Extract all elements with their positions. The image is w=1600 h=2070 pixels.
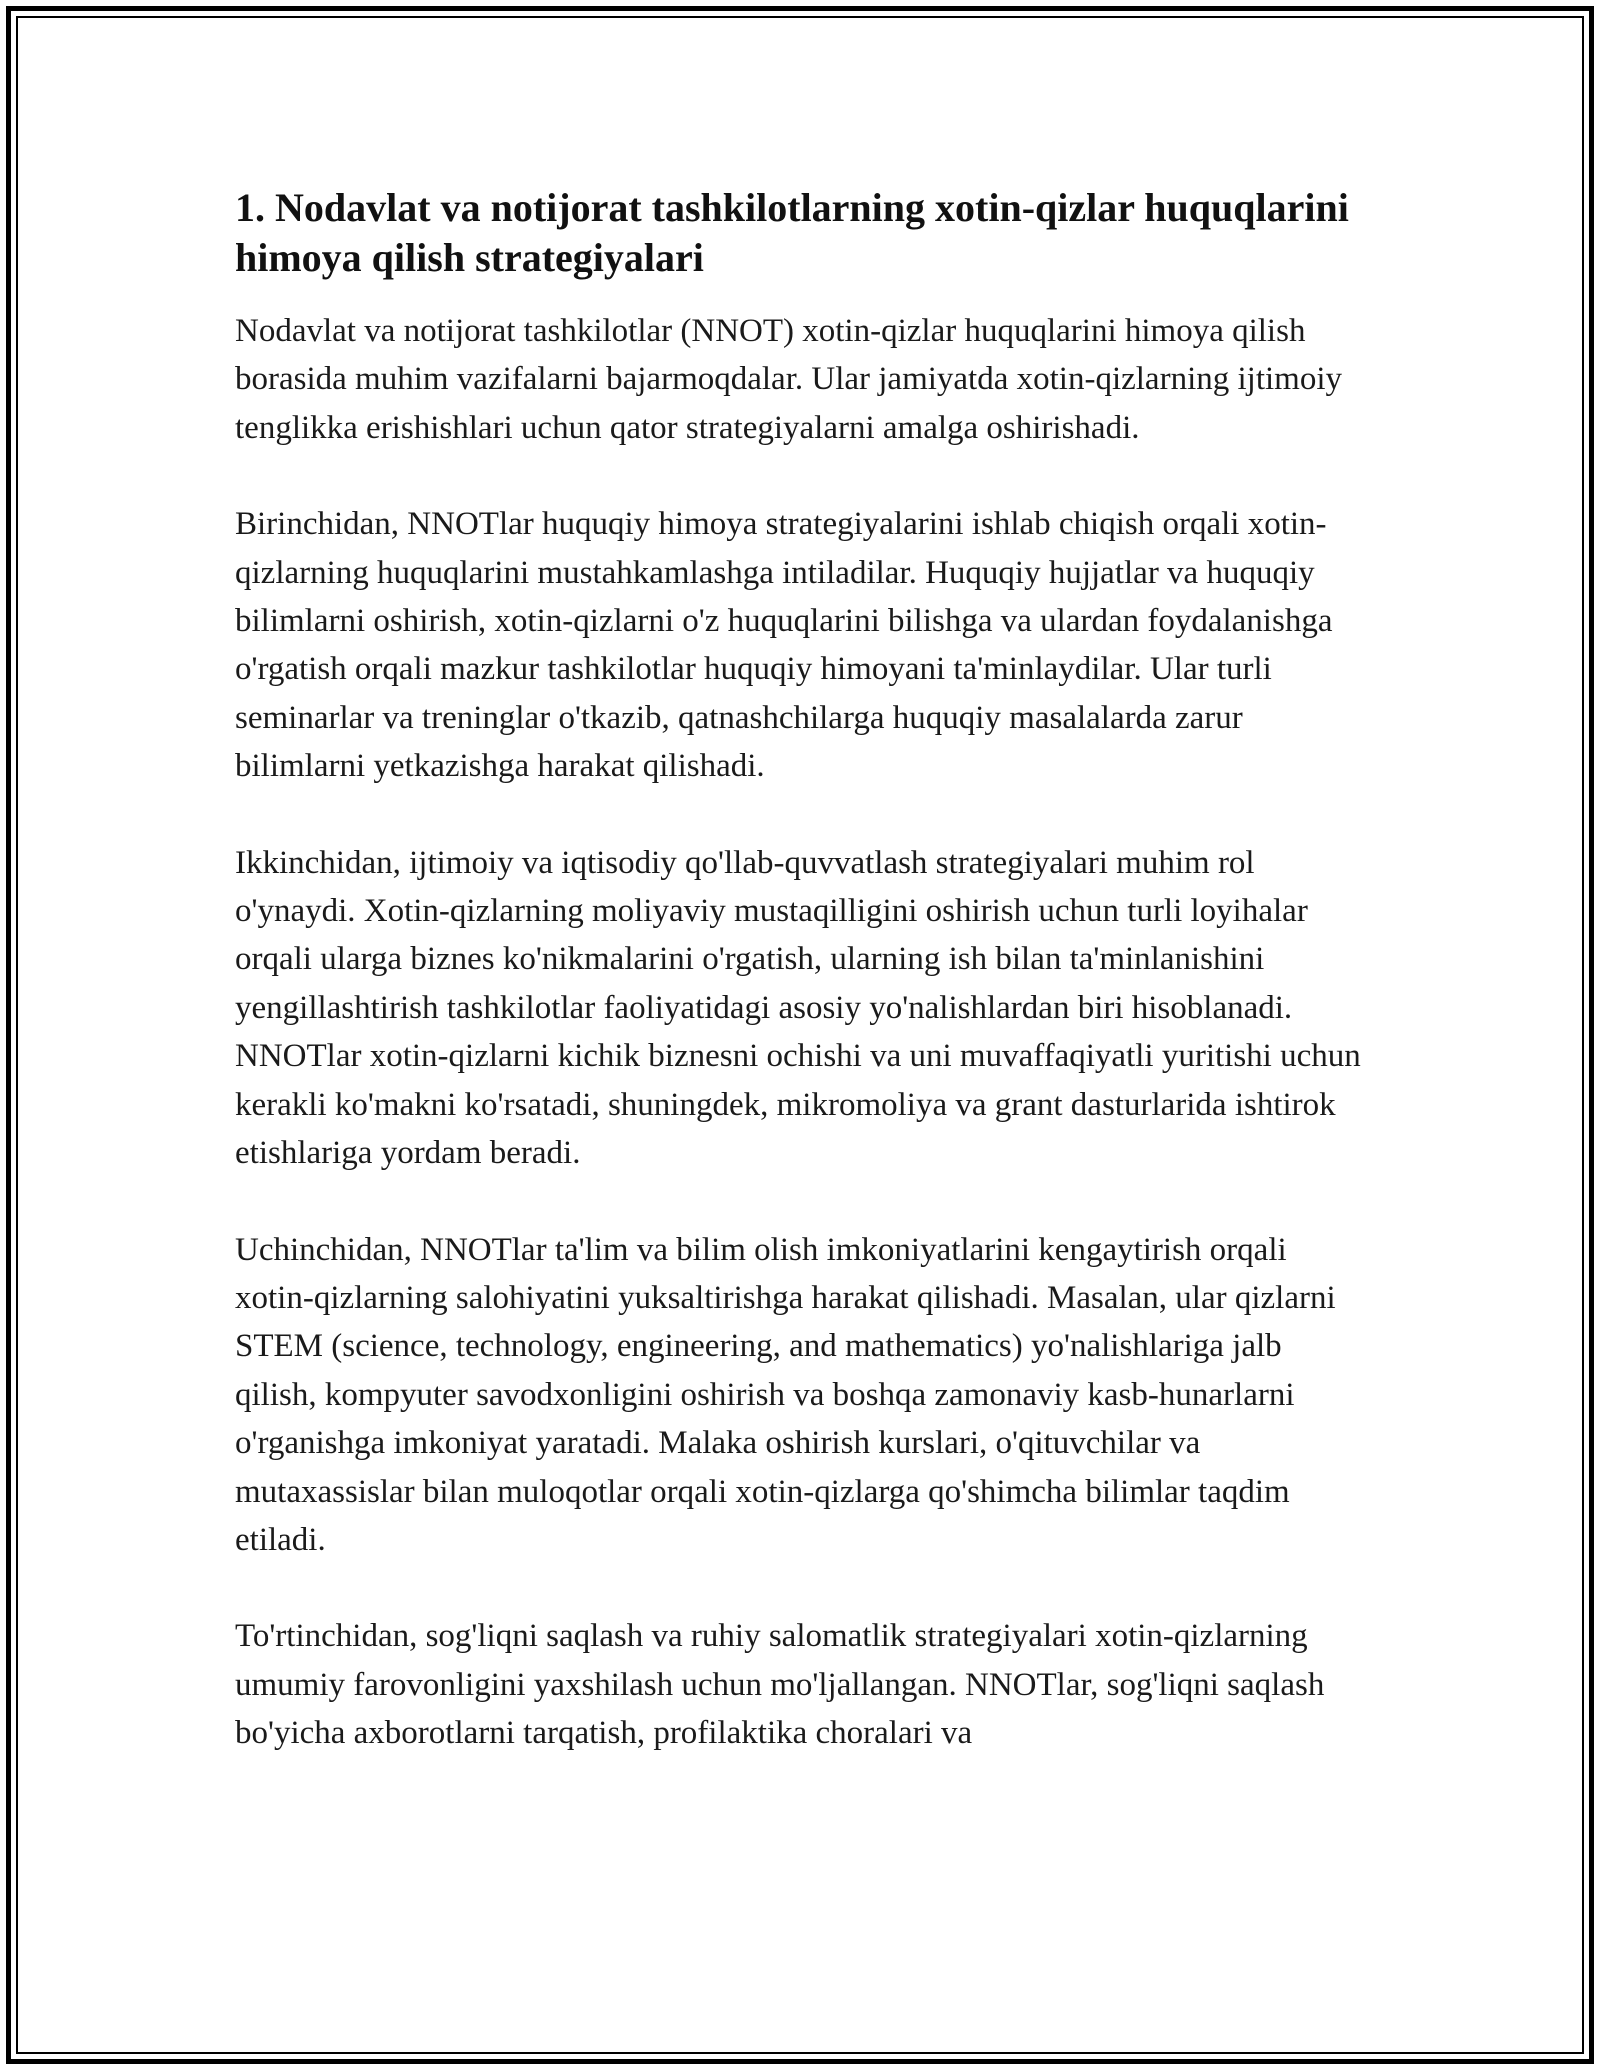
paragraph-second: Ikkinchidan, ijtimoiy va iqtisodiy qo'llab-quvvatlash strategiyalari muhim rol o'ynaydi. Xotin-qizlarning moliyaviy mustaqilligini oshirish uchun turli loyihalar orqali ularga biznes ko'nikmalarini o'rgatish, ularning ish bilan ta'minlanishini yengillashtirish tashkilotlar faoliyatidagi asosiy yo'nalishlardan biri hisoblanadi. NNOTlar xotin-qizlarni kichik biznesni ochishi va uni muvaffaqiyatli yuritishi uchun kerakli ko'makni ko'rsatadi, shuningdek, mikromoliya va grant dasturlarida ishtirok etishlariga yordam beradi. bbox=[235, 844, 1361, 1172]
document-body bbox=[235, 183, 1370, 1806]
section-heading: 1. Nodavlat va notijorat tashkilotlarning xotin-qizlar huquqlarini himoya qilish strategiyalari bbox=[235, 185, 1349, 280]
paragraph-intro: Nodavlat va notijorat tashkilotlar (NNOT) xotin-qizlar huquqlarini himoya qilish borasida muhim vazifalarni bajarmoqdalar. Ular jamiyatda xotin-qizlarning ijtimoiy tenglikka erishishlari uchun qator strategiyalarni amalga oshirishadi. bbox=[235, 313, 1342, 446]
paragraph-third: Uchinchidan, NNOTlar ta'lim va bilim olish imkoniyatlarini kengaytirish orqali xotin-qizlarning salohiyatini yuksaltirishga harakat qilishadi. Masalan, ular qizlarni STEM (science, technology, engineering, and mathematics) yo'nalishlariga jalb qilish, kompyuter savodxonligini oshirish va boshqa zamonaviy kasb-hunarlarni o'rganishga imkoniyat yaratadi. Malaka oshirish kurslari, o'qituvchilar va mutaxassislar bilan muloqotlar orqali xotin-qizlarga qo'shimcha bilimlar taqdim etiladi. bbox=[235, 1231, 1336, 1558]
paragraph-fourth: To'rtinchidan, sog'liqni saqlash va ruhiy salomatlik strategiyalari xotin-qizlarning umumiy farovonligini yaxshilash uchun mo'ljallangan. NNOTlar, sog'liqni saqlash bo'yicha axborotlarni tarqatish, profilaktika choralari va bbox=[235, 1618, 1325, 1752]
paragraph-first: Birinchidan, NNOTlar huquqiy himoya strategiyalarini ishlab chiqish orqali xotin-qizlarning huquqlarini mustahkamlashga intiladilar. Huquqiy hujjatlar va huquqiy bilimlarni oshirish, xotin-qizlarni o'z huquqlarini bilishga va ulardan foydalanishga o'rgatish orqali mazkur tashkilotlar huquqiy himoyani ta'minlaydilar. Ular turli seminarlar va treninglar o'tkazib, qatnashchilarga huquqiy masalalarda zarur bilimlarni yetkazishga harakat qilishadi. bbox=[235, 506, 1333, 785]
